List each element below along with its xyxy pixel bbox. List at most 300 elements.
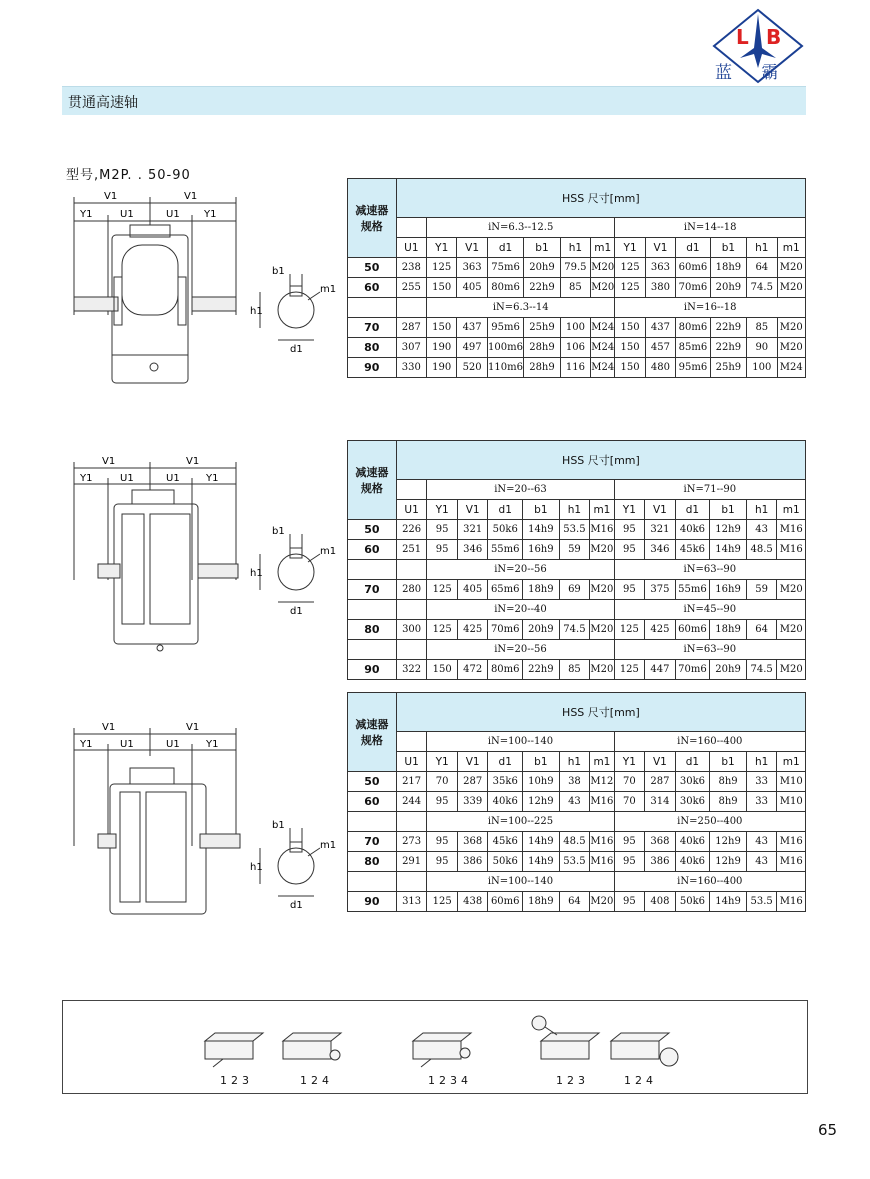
d1-label: d1 [290,606,303,615]
dimension-value: 363 [457,258,487,278]
dimension-value: 321 [457,520,488,540]
dimension-value: M24 [591,318,615,338]
d1-label: d1 [290,344,303,355]
column-header: b1 [710,500,747,520]
ratio-range-right: iN=63--90 [614,560,805,580]
column-header: V1 [457,752,488,772]
column-header: d1 [676,238,710,258]
dimension-value: 346 [645,540,676,560]
dimension-value: 125 [427,892,458,912]
model-label: 型号,M2P. . 50-90 [66,168,191,183]
h1-label: h1 [250,568,263,579]
dimension-value: 150 [615,338,645,358]
dimension-value: 30k6 [675,792,710,812]
dimension-value: 28h9 [524,358,560,378]
dimension-value: 497 [457,338,487,358]
mount-label-3: 1234 [428,1074,472,1087]
dimension-value: 16h9 [523,540,560,560]
column-header: m1 [777,752,806,772]
dimension-value: 190 [427,338,457,358]
dimension-value: 59 [559,540,590,560]
dimension-value: 287 [457,772,488,792]
dimension-value: M20 [590,892,614,912]
dimension-value: 150 [427,318,457,338]
gearbox-size: 50 [348,258,397,278]
dimension-value: 33 [746,792,777,812]
gearbox-size-header: 减速器 规格 [348,693,397,772]
column-header: m1 [590,500,614,520]
v1-label-right: V1 [186,722,200,733]
dimension-value: 437 [457,318,487,338]
dimension-value: M10 [777,772,806,792]
ratio-range-left: iN=100--140 [427,732,614,752]
dimension-value: 48.5 [559,832,590,852]
dimension-value: 69 [559,580,590,600]
u1-label-left: U1 [120,739,134,750]
m1-label: m1 [320,546,337,557]
v1-label-right: V1 [184,191,198,202]
gearbox-drawing-3 [62,718,252,923]
dimension-value: 106 [560,338,590,358]
y1-label-left: Y1 [80,473,93,484]
d1-label: d1 [290,900,303,911]
dimension-value: M16 [777,520,806,540]
dimension-value: 55m6 [488,540,523,560]
dimension-value: 437 [645,318,675,338]
hss-dimension-table [347,178,806,378]
dimension-value: 425 [457,620,488,640]
dimension-value: 33 [746,772,777,792]
u1-value: 255 [396,278,426,298]
dimension-value: 70 [427,772,458,792]
gearbox-size: 90 [348,892,397,912]
y1-label-right: Y1 [206,739,219,750]
gearbox-size: 60 [348,540,397,560]
dimension-value: 16h9 [710,580,747,600]
dimension-value: 75m6 [487,258,523,278]
dimension-value: 48.5 [746,540,777,560]
shaft-section-3 [250,818,340,913]
v1-label-right: V1 [186,456,200,467]
dimension-value: 150 [427,660,458,680]
dimension-value: 45k6 [488,832,523,852]
dimension-value: 55m6 [675,580,710,600]
dimension-value: 100 [747,358,777,378]
column-header: m1 [590,752,614,772]
u1-value: 244 [396,792,427,812]
dimension-value: 60m6 [488,892,523,912]
hss-dimension-table [347,692,806,912]
dimension-value: M16 [590,520,614,540]
dimension-value: 314 [645,792,676,812]
dimension-value: 472 [457,660,488,680]
dimension-value: M20 [777,660,806,680]
dimension-value: M20 [591,278,615,298]
dimension-value: 110m6 [487,358,523,378]
ratio-range-right: iN=250--400 [614,812,805,832]
column-header: Y1 [427,500,458,520]
shaft-section-1 [250,262,340,357]
dimension-value: 386 [645,852,676,872]
dimension-value: M20 [777,338,806,358]
u1-value: 287 [396,318,426,338]
dimension-value: 28h9 [524,338,560,358]
dimension-value: 125 [427,620,458,640]
dimension-value: 20h9 [710,660,747,680]
dimension-value: 14h9 [523,520,560,540]
column-header: m1 [777,238,806,258]
mount-icon-1 [205,1033,263,1067]
u1-value: 226 [396,520,427,540]
u1-label-right: U1 [166,209,180,220]
dimension-value: 60m6 [676,258,710,278]
dimension-value: M20 [777,580,806,600]
svg-text:B: B [766,25,782,49]
mount-label-5: 124 [624,1074,657,1087]
column-header: Y1 [615,238,645,258]
dimension-value: 43 [746,520,777,540]
column-header: U1 [396,752,427,772]
gearbox-size: 60 [348,278,397,298]
dimension-value: 95 [427,792,458,812]
dimension-value: 339 [457,792,488,812]
dimension-value: 150 [615,358,645,378]
dimension-value: 43 [559,792,590,812]
column-header: h1 [746,752,777,772]
u1-value: 313 [396,892,427,912]
dimension-value: M24 [591,338,615,358]
u1-value: 273 [396,832,427,852]
gearbox-drawing-1 [62,185,252,395]
dimension-value: 95 [427,540,458,560]
ratio-range-left: iN=100--140 [427,872,614,892]
dimension-value: 64 [746,620,777,640]
dimension-value: 95 [614,540,645,560]
u1-label-right: U1 [166,473,180,484]
dimension-value: M10 [777,792,806,812]
ratio-range-right: iN=160--400 [614,732,805,752]
column-header: h1 [559,752,590,772]
m1-label: m1 [320,284,337,295]
column-header: b1 [710,752,747,772]
dimension-value: 125 [427,258,457,278]
mount-icon-2 [283,1033,341,1060]
dimension-value: 18h9 [710,620,747,640]
dimension-value: 60m6 [675,620,710,640]
dimension-value: 70 [614,792,645,812]
u1-value: 322 [396,660,427,680]
dimension-value: 85 [559,660,590,680]
dimension-value: 18h9 [710,258,746,278]
column-header: V1 [645,500,676,520]
dimension-value: 380 [645,278,675,298]
ratio-range-right: iN=71--90 [614,480,805,500]
dimension-value: M20 [590,580,614,600]
gearbox-size: 50 [348,520,397,540]
u1-value: 280 [396,580,427,600]
column-header: m1 [591,238,615,258]
column-header: h1 [560,238,590,258]
dimension-value: 22h9 [523,660,560,680]
column-header: b1 [523,752,560,772]
mount-icon-3 [413,1033,471,1067]
column-header: V1 [645,752,676,772]
gearbox-size: 80 [348,852,397,872]
dimension-value: 8h9 [710,772,747,792]
dimension-value: 40k6 [675,520,710,540]
dimension-value: 53.5 [559,520,590,540]
dimension-value: 287 [645,772,676,792]
dimension-value: 22h9 [710,318,746,338]
dimension-value: M20 [777,278,806,298]
u1-value: 238 [396,258,426,278]
dimension-value: 20h9 [710,278,746,298]
dimension-value: 100 [560,318,590,338]
h1-label: h1 [250,862,263,873]
dimension-value: 520 [457,358,487,378]
y1-label-left: Y1 [80,209,93,220]
column-header: b1 [524,238,560,258]
ratio-range-right: iN=16--18 [615,298,806,318]
dimension-value: M16 [777,892,806,912]
gearbox-size: 60 [348,792,397,812]
dimension-value: 125 [614,620,645,640]
dimension-value: 95 [614,852,645,872]
gearbox-size: 50 [348,772,397,792]
dimension-value: 40k6 [675,832,710,852]
ratio-range-left: iN=100--225 [427,812,614,832]
y1-label-right: Y1 [204,209,217,220]
mount-label-4: 123 [556,1074,589,1087]
gearbox-size: 80 [348,620,397,640]
dimension-value: 14h9 [710,540,747,560]
dimension-value: 12h9 [710,520,747,540]
dimension-value: 80m6 [487,278,523,298]
dimension-value: 95 [427,852,458,872]
hss-header: HSS 尺寸[mm] [396,693,805,732]
ratio-range-right: iN=63--90 [614,640,805,660]
dimension-value: M20 [777,258,806,278]
ratio-range-left: iN=6.3--12.5 [427,218,615,238]
dimension-value: 100m6 [487,338,523,358]
dimension-value: M20 [777,620,806,640]
dimension-value: 74.5 [559,620,590,640]
dimension-value: M20 [591,258,615,278]
hss-header: HSS 尺寸[mm] [396,179,805,218]
logo-name: 蓝 霸 [715,63,791,83]
dimension-value: 45k6 [675,540,710,560]
dimension-value: M16 [777,832,806,852]
dimension-value: 368 [645,832,676,852]
column-header: b1 [710,238,746,258]
dimension-value: M16 [777,852,806,872]
dimension-value: 50k6 [488,520,523,540]
dimension-value: 95 [614,580,645,600]
dimension-value: 150 [427,278,457,298]
dimension-value: 363 [645,258,675,278]
section-title-bar [62,86,806,115]
shaft-section-2 [250,520,340,615]
column-header: Y1 [614,500,645,520]
gearbox-size: 70 [348,832,397,852]
dimension-value: 70 [614,772,645,792]
gearbox-size: 90 [348,660,397,680]
dimension-value: M20 [590,540,614,560]
dimension-value: 150 [615,318,645,338]
u1-value: 291 [396,852,427,872]
gearbox-drawing-2 [62,452,252,657]
m1-label: m1 [320,840,337,851]
dimension-value: 40k6 [488,792,523,812]
dimension-value: 43 [746,832,777,852]
dimension-value: 95 [614,832,645,852]
column-header: m1 [777,500,806,520]
hss-header: HSS 尺寸[mm] [396,441,805,480]
dimension-value: 59 [746,580,777,600]
dimension-value: 190 [427,358,457,378]
column-header: V1 [457,500,488,520]
column-header: d1 [487,238,523,258]
column-header: h1 [559,500,590,520]
dimension-value: 14h9 [523,832,560,852]
dimension-value: 95 [614,892,645,912]
ratio-range-right: iN=14--18 [615,218,806,238]
column-header: d1 [488,752,523,772]
dimension-value: 425 [645,620,676,640]
y1-label-left: Y1 [80,739,93,750]
dimension-value: 20h9 [524,258,560,278]
column-header: Y1 [427,238,457,258]
dimension-value: 10h9 [523,772,560,792]
dimension-value: 79.5 [560,258,590,278]
dimension-value: 53.5 [746,892,777,912]
dimension-value: 38 [559,772,590,792]
dimension-value: 408 [645,892,676,912]
dimension-value: 95 [427,832,458,852]
dimension-value: 12h9 [710,832,747,852]
dimension-value: M20 [590,620,614,640]
ratio-range-left: iN=20--56 [427,640,614,660]
h1-label: h1 [250,306,263,317]
column-header: h1 [746,500,777,520]
dimension-value: 95m6 [487,318,523,338]
dimension-value: 14h9 [710,892,747,912]
u1-label-left: U1 [120,209,134,220]
dimension-value: 65m6 [488,580,523,600]
dimension-value: 20h9 [523,620,560,640]
dimension-value: 64 [559,892,590,912]
dimension-value: 480 [645,358,675,378]
dimension-value: 25h9 [710,358,746,378]
dimension-value: 95m6 [676,358,710,378]
dimension-value: 125 [427,580,458,600]
dimension-value: 95 [614,520,645,540]
dimension-value: 375 [645,580,676,600]
dimension-value: 70m6 [676,278,710,298]
dimension-value: 18h9 [523,580,560,600]
dimension-value: 70m6 [488,620,523,640]
gearbox-size-header: 减速器 规格 [348,441,397,520]
dimension-value: 85 [747,318,777,338]
column-header: b1 [523,500,560,520]
dimension-value: 321 [645,520,676,540]
dimension-value: 80m6 [676,318,710,338]
column-header: U1 [396,238,426,258]
u1-value: 300 [396,620,427,640]
dimension-value: 50k6 [488,852,523,872]
dimension-value: M16 [777,540,806,560]
dimension-value: 30k6 [675,772,710,792]
dimension-value: 125 [614,660,645,680]
y1-label-right: Y1 [206,473,219,484]
dimension-value: 368 [457,832,488,852]
column-header: h1 [747,238,777,258]
v1-label-left: V1 [102,722,116,733]
dimension-value: 40k6 [675,852,710,872]
dimension-value: 35k6 [488,772,523,792]
dimension-value: 43 [746,852,777,872]
ratio-range-left: iN=20--56 [427,560,614,580]
dimension-value: 405 [457,278,487,298]
dimension-value: 90 [747,338,777,358]
dimension-value: 25h9 [524,318,560,338]
gearbox-size-header: 减速器 规格 [348,179,397,258]
u1-label-right: U1 [166,739,180,750]
dimension-value: 74.5 [747,278,777,298]
dimension-value: 95 [427,520,458,540]
column-header: d1 [675,500,710,520]
u1-value: 217 [396,772,427,792]
dimension-value: M24 [591,358,615,378]
b1-label: b1 [272,526,285,537]
dimension-value: 405 [457,580,488,600]
dimension-value: 70m6 [675,660,710,680]
ratio-range-left: iN=20--63 [427,480,614,500]
dimension-value: 8h9 [710,792,747,812]
svg-text:L: L [736,25,749,49]
column-header: d1 [675,752,710,772]
dimension-value: 438 [457,892,488,912]
dimension-value: 50k6 [675,892,710,912]
dimension-value: 85 [560,278,590,298]
dimension-value: 85m6 [676,338,710,358]
ratio-range-right: iN=45--90 [614,600,805,620]
dimension-value: 22h9 [524,278,560,298]
dimension-value: 346 [457,540,488,560]
mount-label-2: 124 [300,1074,333,1087]
dimension-value: 80m6 [488,660,523,680]
dimension-value: 116 [560,358,590,378]
gearbox-size: 70 [348,318,397,338]
dimension-value: 457 [645,338,675,358]
mount-label-1: 123 [220,1074,253,1087]
mount-icon-4 [532,1016,599,1059]
ratio-range-left: iN=6.3--14 [427,298,615,318]
gearbox-size: 80 [348,338,397,358]
column-header: Y1 [614,752,645,772]
gearbox-size: 90 [348,358,397,378]
v1-label-left: V1 [102,456,116,467]
dimension-value: 12h9 [523,792,560,812]
dimension-value: M24 [777,358,806,378]
dimension-value: 64 [747,258,777,278]
dimension-value: M20 [777,318,806,338]
dimension-value: M16 [590,792,614,812]
page-number: 65 [818,1121,838,1139]
dimension-value: 74.5 [746,660,777,680]
u1-value: 307 [396,338,426,358]
dimension-value: 18h9 [523,892,560,912]
